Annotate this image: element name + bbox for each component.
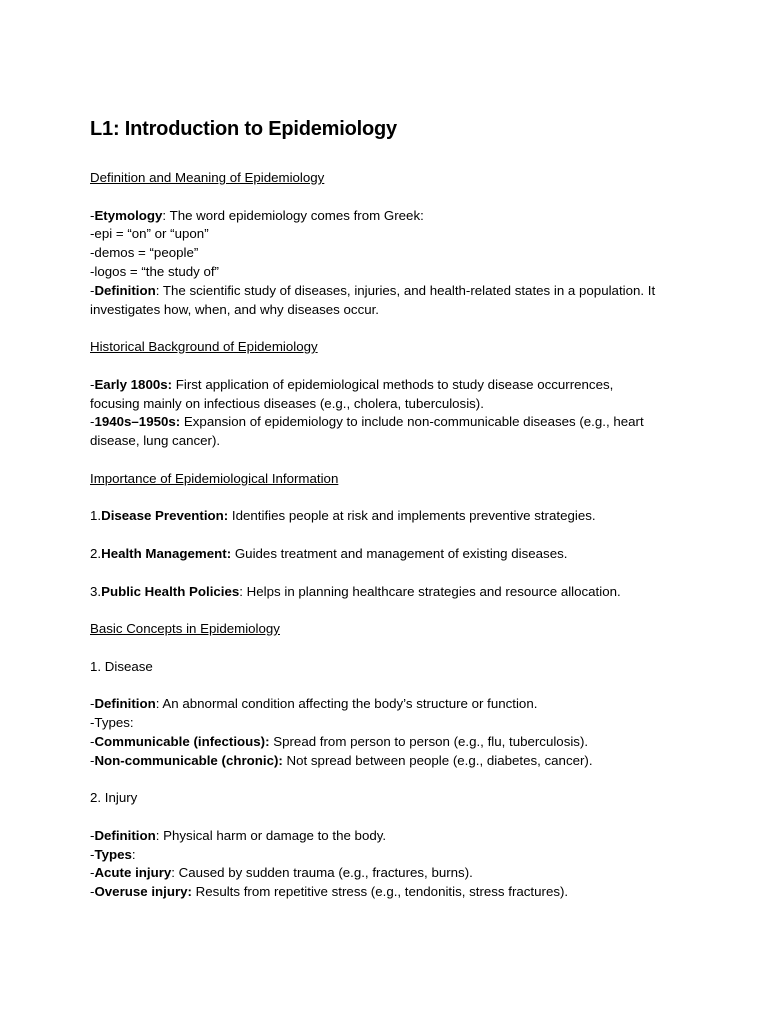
etymology-label: Etymology [94,207,163,223]
etymology-logos: -logos = “the study of” [90,263,219,279]
disease-noncommunicable-label: Non-communicable (chronic): [94,752,283,768]
injury-acute-line: -Acute injury: Caused by sudden trauma (e.g., fractures, burns). [90,865,473,881]
disease-definition-label: Definition [94,696,156,712]
definition-label: Definition [94,282,156,298]
history-early-text-2: focusing mainly on infectious diseases (e.g., cholera, tuberculosis). [90,395,484,411]
concept-injury-title: 2. Injury [90,790,138,806]
section-heading-history: Historical Background of Epidemiology [90,339,318,355]
importance-number: 2. [90,545,102,561]
importance-label: Disease Prevention: [101,508,229,524]
importance-label: Public Health Policies [101,583,240,599]
page-title: L1: Introduction to Epidemiology [90,118,397,140]
importance-item-2 [90,545,690,564]
etymology-epi: -epi = “on” or “upon” [90,226,209,242]
history-mid-text-2: disease, lung cancer). [90,433,221,449]
importance-item-1 [90,507,690,526]
etymology-demos: -demos = “people” [90,245,199,261]
importance-number: 3. [90,583,102,599]
injury-definition-line: -Definition: Physical harm or damage to the body. [90,827,387,843]
injury-definition-label: Definition [94,827,156,843]
disease-noncommunicable-text: Not spread between people (e.g., diabetes, cancer). [282,752,593,768]
importance-number: 1. [90,508,102,524]
definition-line: -Definition: The scientific study of diseases, injuries, and health-related states in a population. It [90,282,656,298]
injury-acute-text: : Caused by sudden trauma (e.g., fractures, burns). [171,865,473,881]
injury-overuse-line: -Overuse injury: Results from repetitive stress (e.g., tendonitis, stress fractures). [90,884,569,900]
document-page [90,114,690,902]
importance-text: Identifies people at risk and implements preventive strategies. [228,508,596,524]
history-mid-line: -1940s–1950s: Expansion of epidemiology to include non-communicable diseases (e.g., heart [90,414,644,430]
injury-types-label: Types [94,846,132,862]
disease-definition-text: : An abnormal condition affecting the body’s structure or function. [155,696,538,712]
history-mid-label: 1940s–1950s: [94,414,181,430]
disease-communicable-label: Communicable (infectious): [94,733,270,749]
section-heading-importance: Importance of Epidemiological Information [90,470,339,486]
history-early-label: Early 1800s: [94,376,173,392]
injury-acute-label: Acute injury [94,865,172,881]
importance-text: : Helps in planning healthcare strategies and resource allocation. [239,583,621,599]
injury-overuse-label: Overuse injury: [94,884,192,900]
disease-communicable-line: -Communicable (infectious): Spread from person to person (e.g., flu, tuberculosis). [90,733,589,749]
concept-disease-title: 1. Disease [90,658,153,674]
injury-types-line: -Types: [90,846,136,862]
etymology-line: -Etymology: The word epidemiology comes from Greek: [90,207,424,223]
injury-types-suffix: : [131,846,136,862]
section-heading-definition: Definition and Meaning of Epidemiology [90,170,325,185]
disease-communicable-text: Spread from person to person (e.g., flu, tuberculosis). [269,733,589,749]
injury-overuse-text: Results from repetitive stress (e.g., tendonitis, stress fractures). [191,884,569,900]
disease-types-line: -Types: [90,715,134,731]
importance-label: Health Management: [101,545,232,561]
section-heading-concepts: Basic Concepts in Epidemiology [90,621,280,637]
disease-noncommunicable-line: -Non-communicable (chronic): Not spread between people (e.g., diabetes, cancer). [90,752,593,768]
definition-text-2: investigates how, when, and why diseases occur. [90,301,380,317]
definition-text-1: : The scientific study of diseases, injuries, and health-related states in a population. It [155,282,656,298]
importance-item-3 [90,583,690,602]
history-early-text-1: First application of epidemiological methods to study disease occurrences, [172,376,614,392]
injury-definition-text: : Physical harm or damage to the body. [155,827,387,843]
history-early-line: -Early 1800s: First application of epidemiological methods to study disease occurrences, [90,376,614,392]
importance-text: Guides treatment and management of existing diseases. [231,545,568,561]
history-mid-text-1: Expansion of epidemiology to include non-communicable diseases (e.g., heart [180,414,644,430]
disease-definition-line: -Definition: An abnormal condition affecting the body’s structure or function. [90,696,538,712]
etymology-text: : The word epidemiology comes from Greek: [162,207,424,223]
